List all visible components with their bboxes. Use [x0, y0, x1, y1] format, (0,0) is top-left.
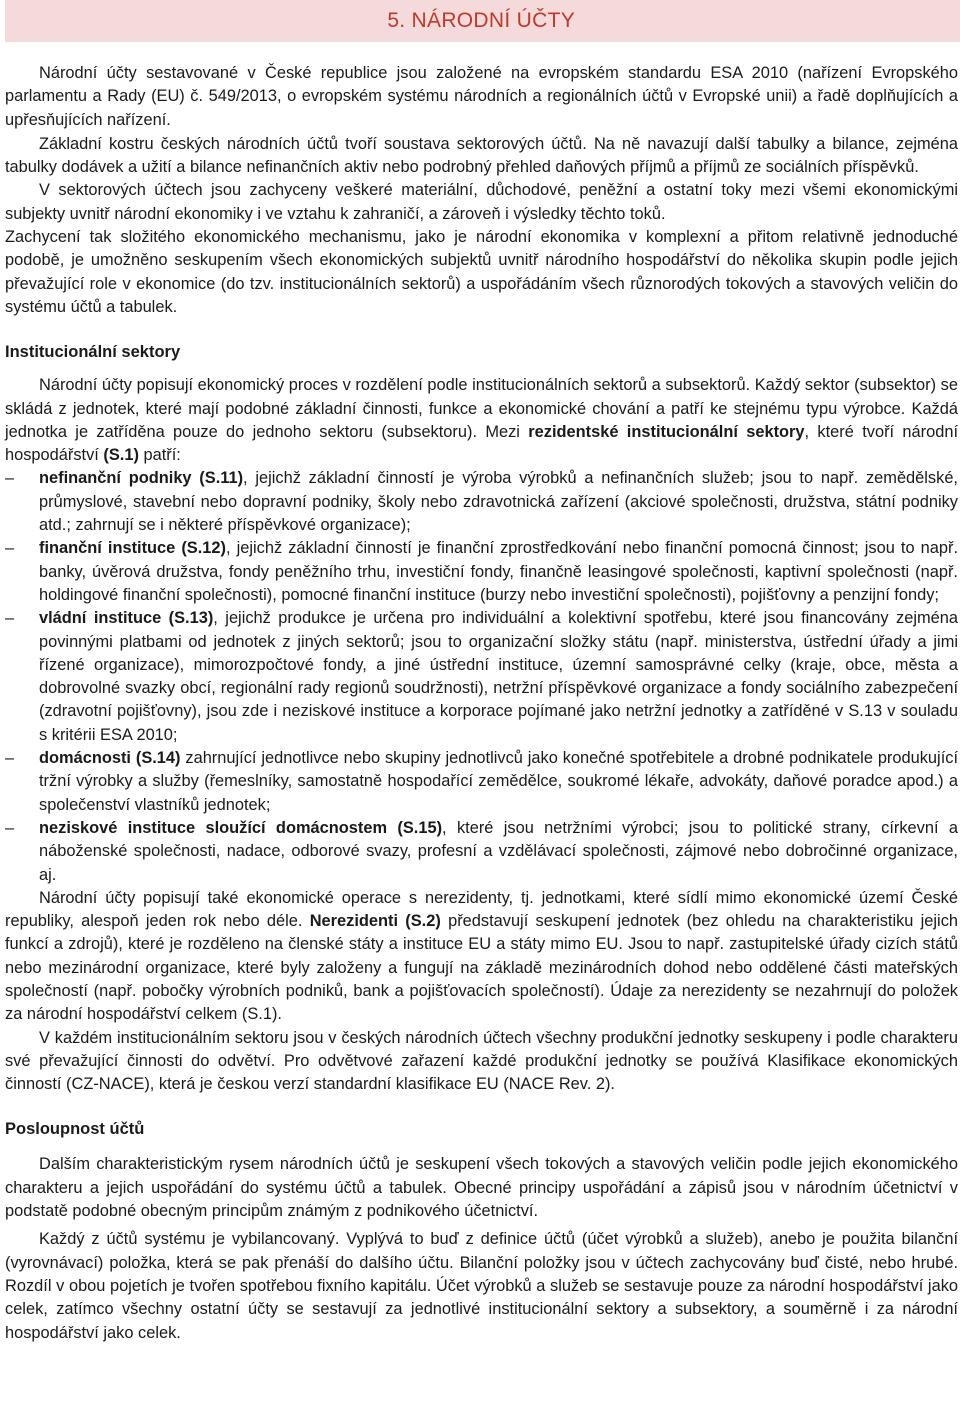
sector-description: , které jsou netržními výrobci; jsou to politické strany, církevní a náboženské společnosti, nadace, odborové svazy, profesní a vzdělávací společnosti, zájmové nebo dobročinné organizace, aj. — [39, 818, 958, 884]
sector-list-item-s13 — [5, 607, 958, 747]
sectors-p1-bold-s1: (S.1) — [103, 446, 139, 465]
sequence-paragraph-2: Každý z účtů systému je vybilancovaný. Vyplývá to buď z definice účtů (účet výrobků a služeb), anebo je použita bilanční (vyrovnávací) položka, která se pak přenáší do dalšího účtu. Bilanční položky jsou v účtech zachycovány buď čisté, nebo hrubé. Rozdíl v obou pojetích je tvořen spotřebou fixního kapitálu. Účet výrobků a služeb se sestavuje pouze za národní hospodářství jako celek, zatímco všechny ostatní účty se sestavují za jednotlivé institucionální sektory a subsektory, a souměrně i za národní hospodářství jako celek. — [5, 1230, 958, 1342]
section-heading-institutional-sectors: Institucionální sektory — [5, 343, 181, 362]
intro-paragraph-3-text: V sektorových účtech jsou zachyceny veškeré materiální, důchodové, peněžní a ostatní toky mezi všemi ekonomickými subjekty uvnitř národní ekonomiky i ve vztahu k zahraničí, a zároveň i výsledky těchto toků. — [5, 181, 958, 223]
chapter-title-bar — [5, 0, 960, 42]
dash-bullet: – — [5, 818, 15, 837]
dash-bullet: – — [5, 749, 15, 768]
sector-list — [5, 467, 958, 886]
intro-paragraph-2: Základní kostru českých národních účtů tvoří soustava sektorových účtů. Na ně navazují další tabulky a bilance, zejména tabulky dodávek a užití a bilance nefinančních aktiv nebo podrobný přehled daňových příjmů a příjmů ze sociálních příspěvků. — [5, 134, 958, 177]
sector-term: domácnosti (S.14) — [39, 749, 181, 768]
section-heading-sequence-of-accounts: Posloupnost účtů — [5, 1120, 145, 1139]
sector-list-item-s11 — [5, 467, 958, 537]
sector-list-item-s12 — [5, 537, 958, 607]
sectors-p1-mid: , které tvoří národní hospodářství — [5, 422, 959, 465]
sector-list-item-s14 — [5, 747, 958, 817]
dash-bullet: – — [5, 469, 15, 488]
intro-paragraph-1: Národní účty sestavované v České republice jsou založené na evropském standardu ESA 2010 (nařízení Evropského parlamentu a Rady (EU) č. 549/2013, o evropském systému národních a regionálních účtů v Evropské unii) a řadě doplňujících a upřesňujících nařízení. — [5, 64, 958, 129]
sectors-paragraph-1 — [5, 374, 958, 467]
sector-description: , jejichž základní činností je výroba výrobků a nefinančních služeb; jsou to např. zemědělské, průmyslové, stavební nebo dopravní podniky, školy nebo zdravotnická zařízení (akciové společnosti, družstva, státní podniky atd.; zahrnují se i některé příspěvkové organizace); — [39, 469, 958, 535]
sector-description: zahrnující jednotlivce nebo skupiny jednotlivců jako konečné spotřebitele a drobné podnikatele produkující tržní výrobky a služby (řemeslníky, samostatně hospodařící zemědělce, soukromé lékaře, advokáty, daňové poradce apod.) a společenství vlastníků jednotek; — [39, 749, 958, 814]
dash-bullet: – — [5, 539, 15, 558]
nonresidents-bold: Nerezidenti (S.2) — [309, 912, 441, 931]
industries-paragraph: V každém institucionálním sektoru jsou v českých národních účtech všechny produkční jednotky seskupeny i podle charakteru své převažující činnosti do odvětví. Pro odvětvové zařazení každé produkční jednotky se používá Klasifikace ekonomických činností (CZ-NACE), která je českou verzí standardní klasifikace EU (NACE Rev. 2). — [5, 1028, 958, 1094]
sector-description: , jejichž základní činností je finanční zprostředkování nebo finanční pomocná činnost; jsou to např. banky, úvěrová družstva, fondy peněžního trhu, investiční fondy, finančně leasingové společnosti, kaptivní společnosti (např. holdingové finanční společnosti), pomocné finanční instituce (burzy nebo investiční společnosti), pojišťovny a penzijní fondy; — [39, 539, 958, 604]
sector-term: nefinanční podniky (S.11) — [39, 469, 244, 488]
nonresidents-end: představují seskupení jednotek (bez ohledu na charakteristiku jejich funkcí a zdrojů), které je rozděleno na členské státy a instituce EU a státy mimo EU. Jsou to např. zastupitelské úřady cizích států nebo mezinárodní organizace, které byly založeny a fungují na základě mezinárodních dohod nebo oddělené části mateřských společností (např. pobočky výrobních podniků, bank a pojišťovacích společností). Údaje za nerezidenty se nezahrnují do položek za národní hospodářství celkem (S.1). — [5, 912, 959, 1024]
sectors-p1-bold-resident: rezidentské institucionální sektory — [528, 422, 805, 441]
nonresidents-paragraph — [5, 887, 958, 1027]
sector-term: finanční instituce (S.12) — [39, 539, 226, 558]
intro-paragraph-3 — [5, 179, 958, 226]
intro-paragraph-4: Zachycení tak složitého ekonomického mechanismu, jako je národní ekonomika v komplexní a přitom relativně jednoduché podobě, je umožněno seskupením všech ekonomických subjektů uvnitř národního hospodářství do několika skupin podle jejich převažující role v ekonomice (do tzv. institucionálních sektorů) a uspořádáním všech různorodých tokových a stavových veličin do systému účtů a tabulek. — [5, 228, 958, 316]
sectors-p1-start: Národní účty popisují ekonomický proces v rozdělení podle institucionálních sektorů a subsektorů. Každý sektor (subsektor) se skládá z jednotek, které mají podobné základní činnosti, funkce a ekonomické chování a patří ke stejnému typu výrobce. Každá jednotka je zatříděna pouze do jednoho sektoru (subsektoru). Mezi — [5, 376, 958, 441]
chapter-title: 5. NÁRODNÍ ÚČTY — [387, 9, 575, 32]
dash-bullet: – — [5, 609, 15, 628]
sector-term: neziskové instituce sloužící domácnostem (S.15) — [39, 818, 443, 837]
sector-list-item-s15 — [5, 817, 958, 887]
nonresidents-start: Národní účty popisují také ekonomické operace s nerezidenty, tj. jednotkami, které sídlí mimo ekonomické území České republiky, alespoň jeden rok nebo déle. — [5, 888, 958, 931]
sector-term: vládní instituce (S.13) — [39, 609, 214, 628]
sectors-p1-end: patří: — [138, 446, 181, 465]
sequence-paragraph-1: Dalším charakteristickým rysem národních účtů je seskupení všech tokových a stavových veličin podle jejich ekonomického charakteru a jejich uspořádání do systému účtů a tabulek. Obecné principy uspořádání a zápisů jsou v národním účetnictví v podstatě podobné obecným principům známým z podnikového účetnictví. — [5, 1155, 958, 1221]
document-body — [5, 62, 958, 1345]
sector-description: , jejichž produkce je určena pro individuální a kolektivní spotřebu, které jsou financovány zejména povinnými platbami od jednotek z jiných sektorů; jsou to organizační složky státu (např. ministerstva, ústřední úřady a jimi řízené organizace), mimorozpočtové fondy, a jiné ústřední instituce, územní samosprávné celky (kraje, obce, města a dobrovolné svazky obcí, regionální rady regionů soudržnosti), netržní příspěvkové organizace a fondy sociálního zabezpečení (zdravotní pojišťovny), jsou zde i neziskové instituce a korporace pojímané jako netržní jednotky a zatříděné v S.13 v souladu s kritérii ESA 2010; — [39, 609, 958, 744]
